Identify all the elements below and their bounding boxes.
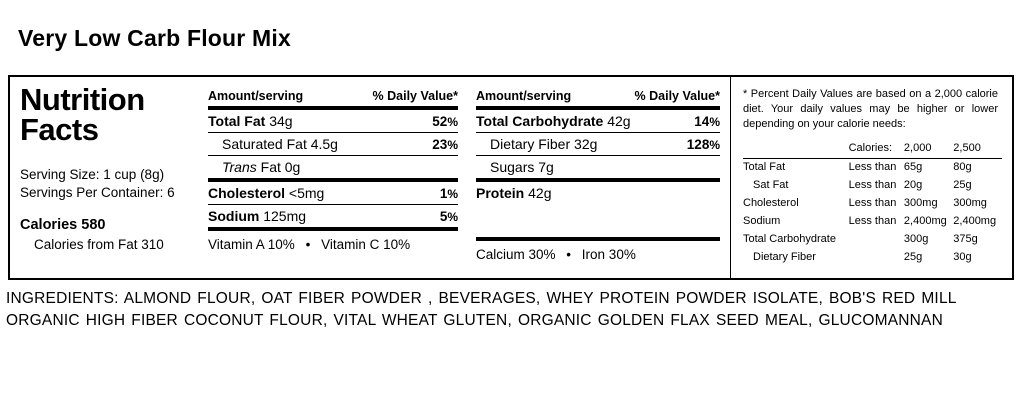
nutrient-label: Trans xyxy=(222,159,257,175)
nutrient-daily-value: 14% xyxy=(694,114,720,129)
nutrient-row xyxy=(208,205,458,227)
dv-qualifier: Less than xyxy=(848,161,897,174)
nutrient-value: <5mg xyxy=(288,185,325,201)
iron: Iron 30% xyxy=(581,247,636,262)
vitamins-left xyxy=(208,231,458,252)
nutrient-row xyxy=(208,156,458,178)
dv-value-2500: 300mg xyxy=(953,197,987,210)
nutrient-row xyxy=(476,110,720,132)
nutrient-value: 4.5g xyxy=(310,136,338,152)
dv-qualifier: Less than xyxy=(848,179,897,192)
nutrients-column-right xyxy=(468,77,730,278)
nutrient-label: Sodium xyxy=(208,208,260,224)
nutrient-row xyxy=(208,110,458,132)
dv-qualifier xyxy=(849,248,904,266)
nutrient-label: Cholesterol xyxy=(208,185,286,201)
right-daily-value-header: % Daily Value* xyxy=(634,89,720,103)
nutrient-label: Saturated Fat xyxy=(222,136,307,152)
dv-table-blank-cell xyxy=(743,140,849,159)
dv-nutrient-name: Sat Fat xyxy=(753,179,789,192)
dv-nutrient-name: Dietary Fiber xyxy=(753,250,816,263)
nutrition-facts-header-column xyxy=(10,77,200,278)
nutrient-value: Fat 0g xyxy=(260,159,301,175)
nutrient-label: Total Carbohydrate xyxy=(476,113,604,129)
nutrient-value: 125mg xyxy=(263,208,307,224)
calories-line xyxy=(20,216,190,236)
dv-nutrient-name: Total Carbohydrate xyxy=(743,232,836,245)
serving-size: Serving Size: 1 cup (8g) xyxy=(20,166,165,182)
right-amount-header: Amount/serving xyxy=(476,89,572,103)
nutrient-daily-value: 52% xyxy=(432,114,458,129)
table-row xyxy=(743,230,1002,248)
dv-value-2500: 80g xyxy=(953,161,972,174)
dv-table-calories-header: Calories: xyxy=(849,140,904,159)
dv-qualifier xyxy=(849,230,904,248)
nutrient-row xyxy=(208,182,458,204)
nutrient-label: Total Fat xyxy=(208,113,266,129)
bullet-separator-icon: • xyxy=(305,237,311,252)
left-column-headers xyxy=(208,89,458,106)
dv-nutrient-name: Total Fat xyxy=(743,161,786,174)
calories-value: 580 xyxy=(81,217,106,234)
bullet-separator-icon: • xyxy=(566,247,572,262)
nutrient-value: 32g xyxy=(574,136,598,152)
nutrient-label: Dietary Fiber xyxy=(490,136,571,152)
nutrient-label: Sugars xyxy=(490,159,535,175)
table-row xyxy=(743,248,1002,266)
right-column-headers xyxy=(476,89,720,106)
dv-nutrient-name: Sodium xyxy=(743,214,781,227)
dv-nutrient-name: Cholesterol xyxy=(743,197,799,210)
nutrients-column-left xyxy=(200,77,468,278)
nutrient-row xyxy=(208,133,458,155)
page-title: Very Low Carb Flour Mix xyxy=(18,25,291,51)
calories-info xyxy=(20,216,190,254)
servings-per-container: Servings Per Container: 6 xyxy=(20,184,175,200)
nutrient-row xyxy=(476,133,720,155)
nutrient-daily-value: 23% xyxy=(432,137,458,152)
dv-value-2000: 2,400mg xyxy=(903,214,947,227)
table-row xyxy=(743,212,1002,230)
nutrient-value: 42g xyxy=(607,113,631,129)
dv-qualifier: Less than xyxy=(848,214,897,227)
nutrient-row xyxy=(476,156,720,178)
dv-value-2000: 300mg xyxy=(903,197,938,210)
calories-from-fat: Calories from Fat 310 xyxy=(34,236,164,252)
table-row xyxy=(743,195,1002,213)
dv-table-2500-header: 2,500 xyxy=(953,140,1002,159)
spacer xyxy=(476,204,720,237)
nutrient-daily-value: 128% xyxy=(686,137,720,152)
nutrient-daily-value: 1% xyxy=(439,186,458,201)
table-row xyxy=(743,177,1002,195)
ingredients-text: INGREDIENTS: ALMOND FLOUR, OAT FIBER POWDER , BEVERAGES, WHEY PROTEIN POWDER ISOLATE, BOB'S RED MILL ORGANIC HIGH FIBER COCONUT FLOUR, VITAL WHEAT GLUTEN, ORGANIC GOLDEN FLAX SEED MEAL, GLUCOMANNAN xyxy=(6,290,957,330)
table-row xyxy=(743,158,1002,176)
dv-qualifier: Less than xyxy=(848,197,897,210)
nutrient-daily-value: 5% xyxy=(439,209,458,224)
calcium: Calcium 30% xyxy=(476,247,556,262)
serving-info xyxy=(20,166,190,202)
nutrient-label: Protein xyxy=(476,185,525,201)
table-row xyxy=(743,140,1002,159)
dv-value-2500: 2,400mg xyxy=(953,214,997,227)
nutrient-value: 42g xyxy=(528,185,552,201)
dv-value-2000: 25g xyxy=(903,250,923,263)
footnote-text: * Percent Daily Values are based on a 2,000 calorie diet. Your daily values may be higher or lower depending on your calorie needs: xyxy=(743,88,998,130)
nutrition-facts-title-line1: Nutrition xyxy=(20,82,145,117)
daily-values-table xyxy=(743,140,1002,266)
dv-value-2500: 30g xyxy=(953,250,972,263)
dv-value-2000: 20g xyxy=(903,179,923,192)
dv-value-2500: 25g xyxy=(953,179,972,192)
nutrient-row xyxy=(476,182,720,204)
nutrition-facts-title-line2: Facts xyxy=(20,112,99,148)
vitamins-right xyxy=(476,241,720,262)
dv-value-2500: 375g xyxy=(953,232,978,245)
nutrient-value: 34g xyxy=(269,113,293,129)
dv-table-2000-header: 2,000 xyxy=(904,140,953,159)
nutrition-facts-panel xyxy=(8,75,1014,280)
vitamin-c: Vitamin C 10% xyxy=(321,237,411,252)
daily-value-footnote-column xyxy=(730,77,1012,278)
nutrition-facts-title xyxy=(20,82,190,148)
dv-value-2000: 65g xyxy=(903,161,923,174)
calories-label: Calories xyxy=(20,217,78,234)
vitamin-a: Vitamin A 10% xyxy=(208,237,295,252)
left-amount-header: Amount/serving xyxy=(208,89,304,103)
nutrient-value: 7g xyxy=(538,159,554,175)
dv-value-2000: 300g xyxy=(903,232,929,245)
left-daily-value-header: % Daily Value* xyxy=(372,89,458,103)
